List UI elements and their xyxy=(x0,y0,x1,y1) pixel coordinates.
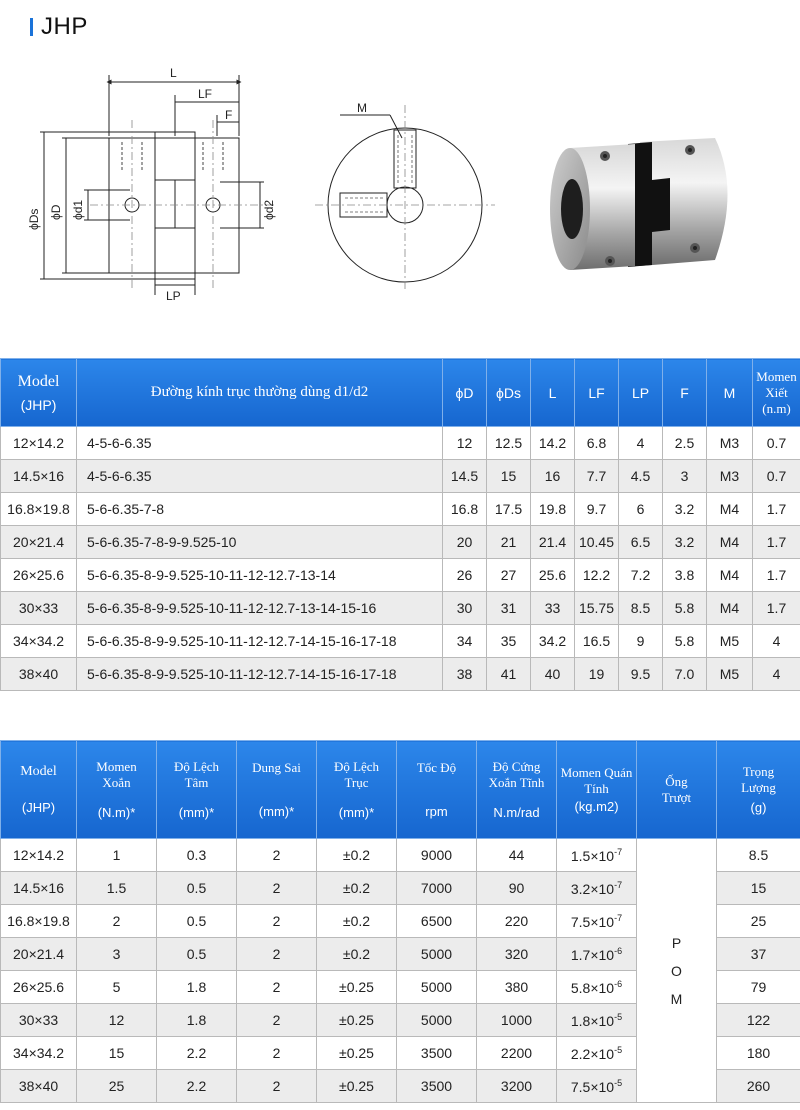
cell-weight: 25 xyxy=(717,905,800,938)
cell-dia: 5-6-6.35-8-9-9.525-10-11-12-12.7-13-14-15-16 xyxy=(77,592,443,625)
page-title-block xyxy=(30,12,88,42)
cell-l: 21.4 xyxy=(531,526,575,559)
cell-t: 1.7 xyxy=(753,526,800,559)
cell-weight: 8.5 xyxy=(717,839,800,872)
cell-lp: 9.5 xyxy=(619,658,663,691)
cell-m: M3 xyxy=(707,460,753,493)
cell-ds: 27 xyxy=(487,559,531,592)
product-photo xyxy=(540,120,750,290)
cell-weight: 15 xyxy=(717,872,800,905)
cell-t: 1.7 xyxy=(753,493,800,526)
header-M: M xyxy=(707,359,753,427)
cell-stiff: 220 xyxy=(477,905,557,938)
cell-ecc: 2.2 xyxy=(157,1037,237,1070)
cell-model: 26×25.6 xyxy=(1,559,77,592)
cell-f: 5.8 xyxy=(663,625,707,658)
cell-lf: 10.45 xyxy=(575,526,619,559)
table-row xyxy=(1,625,800,658)
cell-ecc: 0.5 xyxy=(157,872,237,905)
cell-dia: 5-6-6.35-7-8-9-9.525-10 xyxy=(77,526,443,559)
header-model: Model (JHP) xyxy=(1,359,77,427)
cell-weight: 37 xyxy=(717,938,800,971)
cell-d: 38 xyxy=(443,658,487,691)
cell-m: M4 xyxy=(707,592,753,625)
header2-angular: Độ Lệch Trục (mm)* xyxy=(317,741,397,839)
cell-tol: 2 xyxy=(237,1037,317,1070)
cell-l: 34.2 xyxy=(531,625,575,658)
cell-torque: 3 xyxy=(77,938,157,971)
cell-dia: 5-6-6.35-7-8 xyxy=(77,493,443,526)
cell-model: 30×33 xyxy=(1,1004,77,1037)
cell-weight: 260 xyxy=(717,1070,800,1103)
cell-m: M5 xyxy=(707,625,753,658)
cell-inertia: $7.5\times 10^{-5}$ xyxy=(557,1070,637,1103)
page-title: JHP xyxy=(41,13,88,40)
cell-ds: 21 xyxy=(487,526,531,559)
cell-l: 40 xyxy=(531,658,575,691)
cell-ecc: 0.3 xyxy=(157,839,237,872)
cell-lp: 6.5 xyxy=(619,526,663,559)
cell-inertia: $1.8\times 10^{-5}$ xyxy=(557,1004,637,1037)
cell-ang: ±0.2 xyxy=(317,905,397,938)
cell-ecc: 1.8 xyxy=(157,971,237,1004)
dim-label-D: ϕD xyxy=(49,204,63,220)
cell-inertia: $3.2\times 10^{-7}$ xyxy=(557,872,637,905)
cell-ds: 17.5 xyxy=(487,493,531,526)
cell-f: 3.2 xyxy=(663,493,707,526)
cell-weight: 180 xyxy=(717,1037,800,1070)
cell-torque: 12 xyxy=(77,1004,157,1037)
cell-weight: 79 xyxy=(717,971,800,1004)
header2-sleeve: Ống Trượt xyxy=(637,741,717,839)
cell-stiff: 3200 xyxy=(477,1070,557,1103)
cell-f: 7.0 xyxy=(663,658,707,691)
cell-m: M4 xyxy=(707,559,753,592)
cell-f: 2.5 xyxy=(663,427,707,460)
cell-model: 14.5×16 xyxy=(1,460,77,493)
cell-d: 30 xyxy=(443,592,487,625)
cell-torque: 25 xyxy=(77,1070,157,1103)
cell-lp: 7.2 xyxy=(619,559,663,592)
cell-lp: 9 xyxy=(619,625,663,658)
cell-t: 0.7 xyxy=(753,460,800,493)
cell-tol: 2 xyxy=(237,905,317,938)
cell-model: 26×25.6 xyxy=(1,971,77,1004)
cell-lf: 6.8 xyxy=(575,427,619,460)
header2-inertia: Momen Quán Tính (kg.m2) xyxy=(557,741,637,839)
dim-label-LF: LF xyxy=(198,87,213,101)
cell-stiff: 90 xyxy=(477,872,557,905)
cell-model: 16.8×19.8 xyxy=(1,905,77,938)
cell-t: 1.7 xyxy=(753,559,800,592)
sleeve-letter: M xyxy=(670,990,683,1007)
cell-model: 30×33 xyxy=(1,592,77,625)
cell-m: M5 xyxy=(707,658,753,691)
cell-d: 20 xyxy=(443,526,487,559)
cell-dia: 5-6-6.35-8-9-9.525-10-11-12-12.7-13-14 xyxy=(77,559,443,592)
cell-lf: 15.75 xyxy=(575,592,619,625)
cell-stiff: 1000 xyxy=(477,1004,557,1037)
header2-tolerance: Dung Sai (mm)* xyxy=(237,741,317,839)
cell-model: 20×21.4 xyxy=(1,938,77,971)
dim-label-M: M xyxy=(357,101,367,115)
cell-torque: 1.5 xyxy=(77,872,157,905)
cell-tol: 2 xyxy=(237,839,317,872)
cell-lf: 9.7 xyxy=(575,493,619,526)
cell-dia: 4-5-6-6.35 xyxy=(77,460,443,493)
cell-inertia: $7.5\times 10^{-7}$ xyxy=(557,905,637,938)
header-Ds: ϕDs xyxy=(487,359,531,427)
cell-ecc: 1.8 xyxy=(157,1004,237,1037)
cell-lf: 19 xyxy=(575,658,619,691)
cell-tol: 2 xyxy=(237,872,317,905)
cell-d: 34 xyxy=(443,625,487,658)
cell-ecc: 2.2 xyxy=(157,1070,237,1103)
cell-f: 3 xyxy=(663,460,707,493)
cell-ang: ±0.2 xyxy=(317,839,397,872)
cell-lf: 16.5 xyxy=(575,625,619,658)
header-L: L xyxy=(531,359,575,427)
cell-model: 34×34.2 xyxy=(1,1037,77,1070)
cell-torque: 1 xyxy=(77,839,157,872)
header2-weight: Trọng Lượng (g) xyxy=(717,741,800,839)
cell-ang: ±0.2 xyxy=(317,872,397,905)
cell-speed: 5000 xyxy=(397,938,477,971)
header2-eccentricity: Độ Lệch Tâm (mm)* xyxy=(157,741,237,839)
cell-inertia: $2.2\times 10^{-5}$ xyxy=(557,1037,637,1070)
table-row xyxy=(1,839,800,872)
cell-d: 16.8 xyxy=(443,493,487,526)
dim-label-d2: ϕd2 xyxy=(262,199,276,220)
cell-ang: ±0.25 xyxy=(317,1070,397,1103)
cell-speed: 7000 xyxy=(397,872,477,905)
cell-ds: 15 xyxy=(487,460,531,493)
header2-torque: Momen Xoắn (N.m)* xyxy=(77,741,157,839)
header-tightening-torque: Momen Xiết (n.m) xyxy=(753,359,800,427)
cell-ang: ±0.25 xyxy=(317,1037,397,1070)
cell-ds: 41 xyxy=(487,658,531,691)
dimension-table xyxy=(0,358,800,691)
cell-d: 26 xyxy=(443,559,487,592)
header-D: ϕD xyxy=(443,359,487,427)
header2-model: Model (JHP) xyxy=(1,741,77,839)
cell-torque: 5 xyxy=(77,971,157,1004)
cell-dia: 5-6-6.35-8-9-9.525-10-11-12-12.7-14-15-16-17-18 xyxy=(77,658,443,691)
cell-f: 3.2 xyxy=(663,526,707,559)
dim-label-F: F xyxy=(225,108,233,122)
table-row xyxy=(1,592,800,625)
cell-d: 14.5 xyxy=(443,460,487,493)
cell-ang: ±0.2 xyxy=(317,938,397,971)
cell-dia: 4-5-6-6.35 xyxy=(77,427,443,460)
table-row xyxy=(1,493,800,526)
end-view-drawing xyxy=(310,100,500,290)
dim-label-L: L xyxy=(170,66,177,80)
cell-model: 14.5×16 xyxy=(1,872,77,905)
cell-ds: 31 xyxy=(487,592,531,625)
cell-ecc: 0.5 xyxy=(157,938,237,971)
cell-weight: 122 xyxy=(717,1004,800,1037)
title-accent-bar xyxy=(30,18,33,36)
cell-t: 4 xyxy=(753,625,800,658)
cell-l: 25.6 xyxy=(531,559,575,592)
cell-model: 20×21.4 xyxy=(1,526,77,559)
header-LP: LP xyxy=(619,359,663,427)
cell-model: 16.8×19.8 xyxy=(1,493,77,526)
cell-m: M3 xyxy=(707,427,753,460)
cell-l: 33 xyxy=(531,592,575,625)
header-F: F xyxy=(663,359,707,427)
cell-inertia: $1.5\times 10^{-7}$ xyxy=(557,839,637,872)
table-row xyxy=(1,658,800,691)
dim-label-Ds: ϕDs xyxy=(27,208,41,230)
cell-l: 16 xyxy=(531,460,575,493)
cell-f: 3.8 xyxy=(663,559,707,592)
cell-lp: 4.5 xyxy=(619,460,663,493)
cell-speed: 6500 xyxy=(397,905,477,938)
sleeve-letter: O xyxy=(671,962,682,979)
cell-ang: ±0.25 xyxy=(317,1004,397,1037)
cell-m: M4 xyxy=(707,526,753,559)
cell-model: 12×14.2 xyxy=(1,427,77,460)
cell-d: 12 xyxy=(443,427,487,460)
header2-speed: Tốc Độ rpm xyxy=(397,741,477,839)
cell-sleeve-material xyxy=(637,839,717,1103)
cell-lp: 6 xyxy=(619,493,663,526)
dim-label-d1: ϕd1 xyxy=(71,199,85,220)
cell-lp: 8.5 xyxy=(619,592,663,625)
cell-t: 4 xyxy=(753,658,800,691)
cell-speed: 9000 xyxy=(397,839,477,872)
performance-table xyxy=(0,740,800,1103)
side-view-drawing xyxy=(20,60,290,305)
table-row xyxy=(1,526,800,559)
cell-speed: 5000 xyxy=(397,971,477,1004)
cell-m: M4 xyxy=(707,493,753,526)
cell-l: 14.2 xyxy=(531,427,575,460)
cell-model: 38×40 xyxy=(1,1070,77,1103)
header-LF: LF xyxy=(575,359,619,427)
cell-speed: 3500 xyxy=(397,1070,477,1103)
table-row xyxy=(1,559,800,592)
cell-ds: 35 xyxy=(487,625,531,658)
cell-ds: 12.5 xyxy=(487,427,531,460)
dim-label-LP: LP xyxy=(166,289,181,303)
cell-inertia: $1.7\times 10^{-6}$ xyxy=(557,938,637,971)
cell-inertia: $5.8\times 10^{-6}$ xyxy=(557,971,637,1004)
cell-tol: 2 xyxy=(237,1004,317,1037)
cell-torque: 2 xyxy=(77,905,157,938)
cell-model: 34×34.2 xyxy=(1,625,77,658)
cell-tol: 2 xyxy=(237,938,317,971)
cell-speed: 5000 xyxy=(397,1004,477,1037)
cell-lf: 12.2 xyxy=(575,559,619,592)
cell-lf: 7.7 xyxy=(575,460,619,493)
cell-tol: 2 xyxy=(237,971,317,1004)
cell-model: 38×40 xyxy=(1,658,77,691)
sleeve-letter: P xyxy=(671,934,682,951)
cell-speed: 3500 xyxy=(397,1037,477,1070)
cell-t: 1.7 xyxy=(753,592,800,625)
cell-t: 0.7 xyxy=(753,427,800,460)
header2-stiffness: Độ Cứng Xoắn Tĩnh N.m/rad xyxy=(477,741,557,839)
table-row xyxy=(1,460,800,493)
cell-torque: 15 xyxy=(77,1037,157,1070)
cell-model: 12×14.2 xyxy=(1,839,77,872)
header-diameter: Đường kính trục thường dùng d1/d2 xyxy=(77,359,443,427)
cell-l: 19.8 xyxy=(531,493,575,526)
cell-stiff: 2200 xyxy=(477,1037,557,1070)
cell-stiff: 380 xyxy=(477,971,557,1004)
cell-lp: 4 xyxy=(619,427,663,460)
cell-dia: 5-6-6.35-8-9-9.525-10-11-12-12.7-14-15-16-17-18 xyxy=(77,625,443,658)
cell-f: 5.8 xyxy=(663,592,707,625)
cell-ang: ±0.25 xyxy=(317,971,397,1004)
cell-stiff: 320 xyxy=(477,938,557,971)
cell-stiff: 44 xyxy=(477,839,557,872)
table-row xyxy=(1,427,800,460)
cell-tol: 2 xyxy=(237,1070,317,1103)
cell-ecc: 0.5 xyxy=(157,905,237,938)
